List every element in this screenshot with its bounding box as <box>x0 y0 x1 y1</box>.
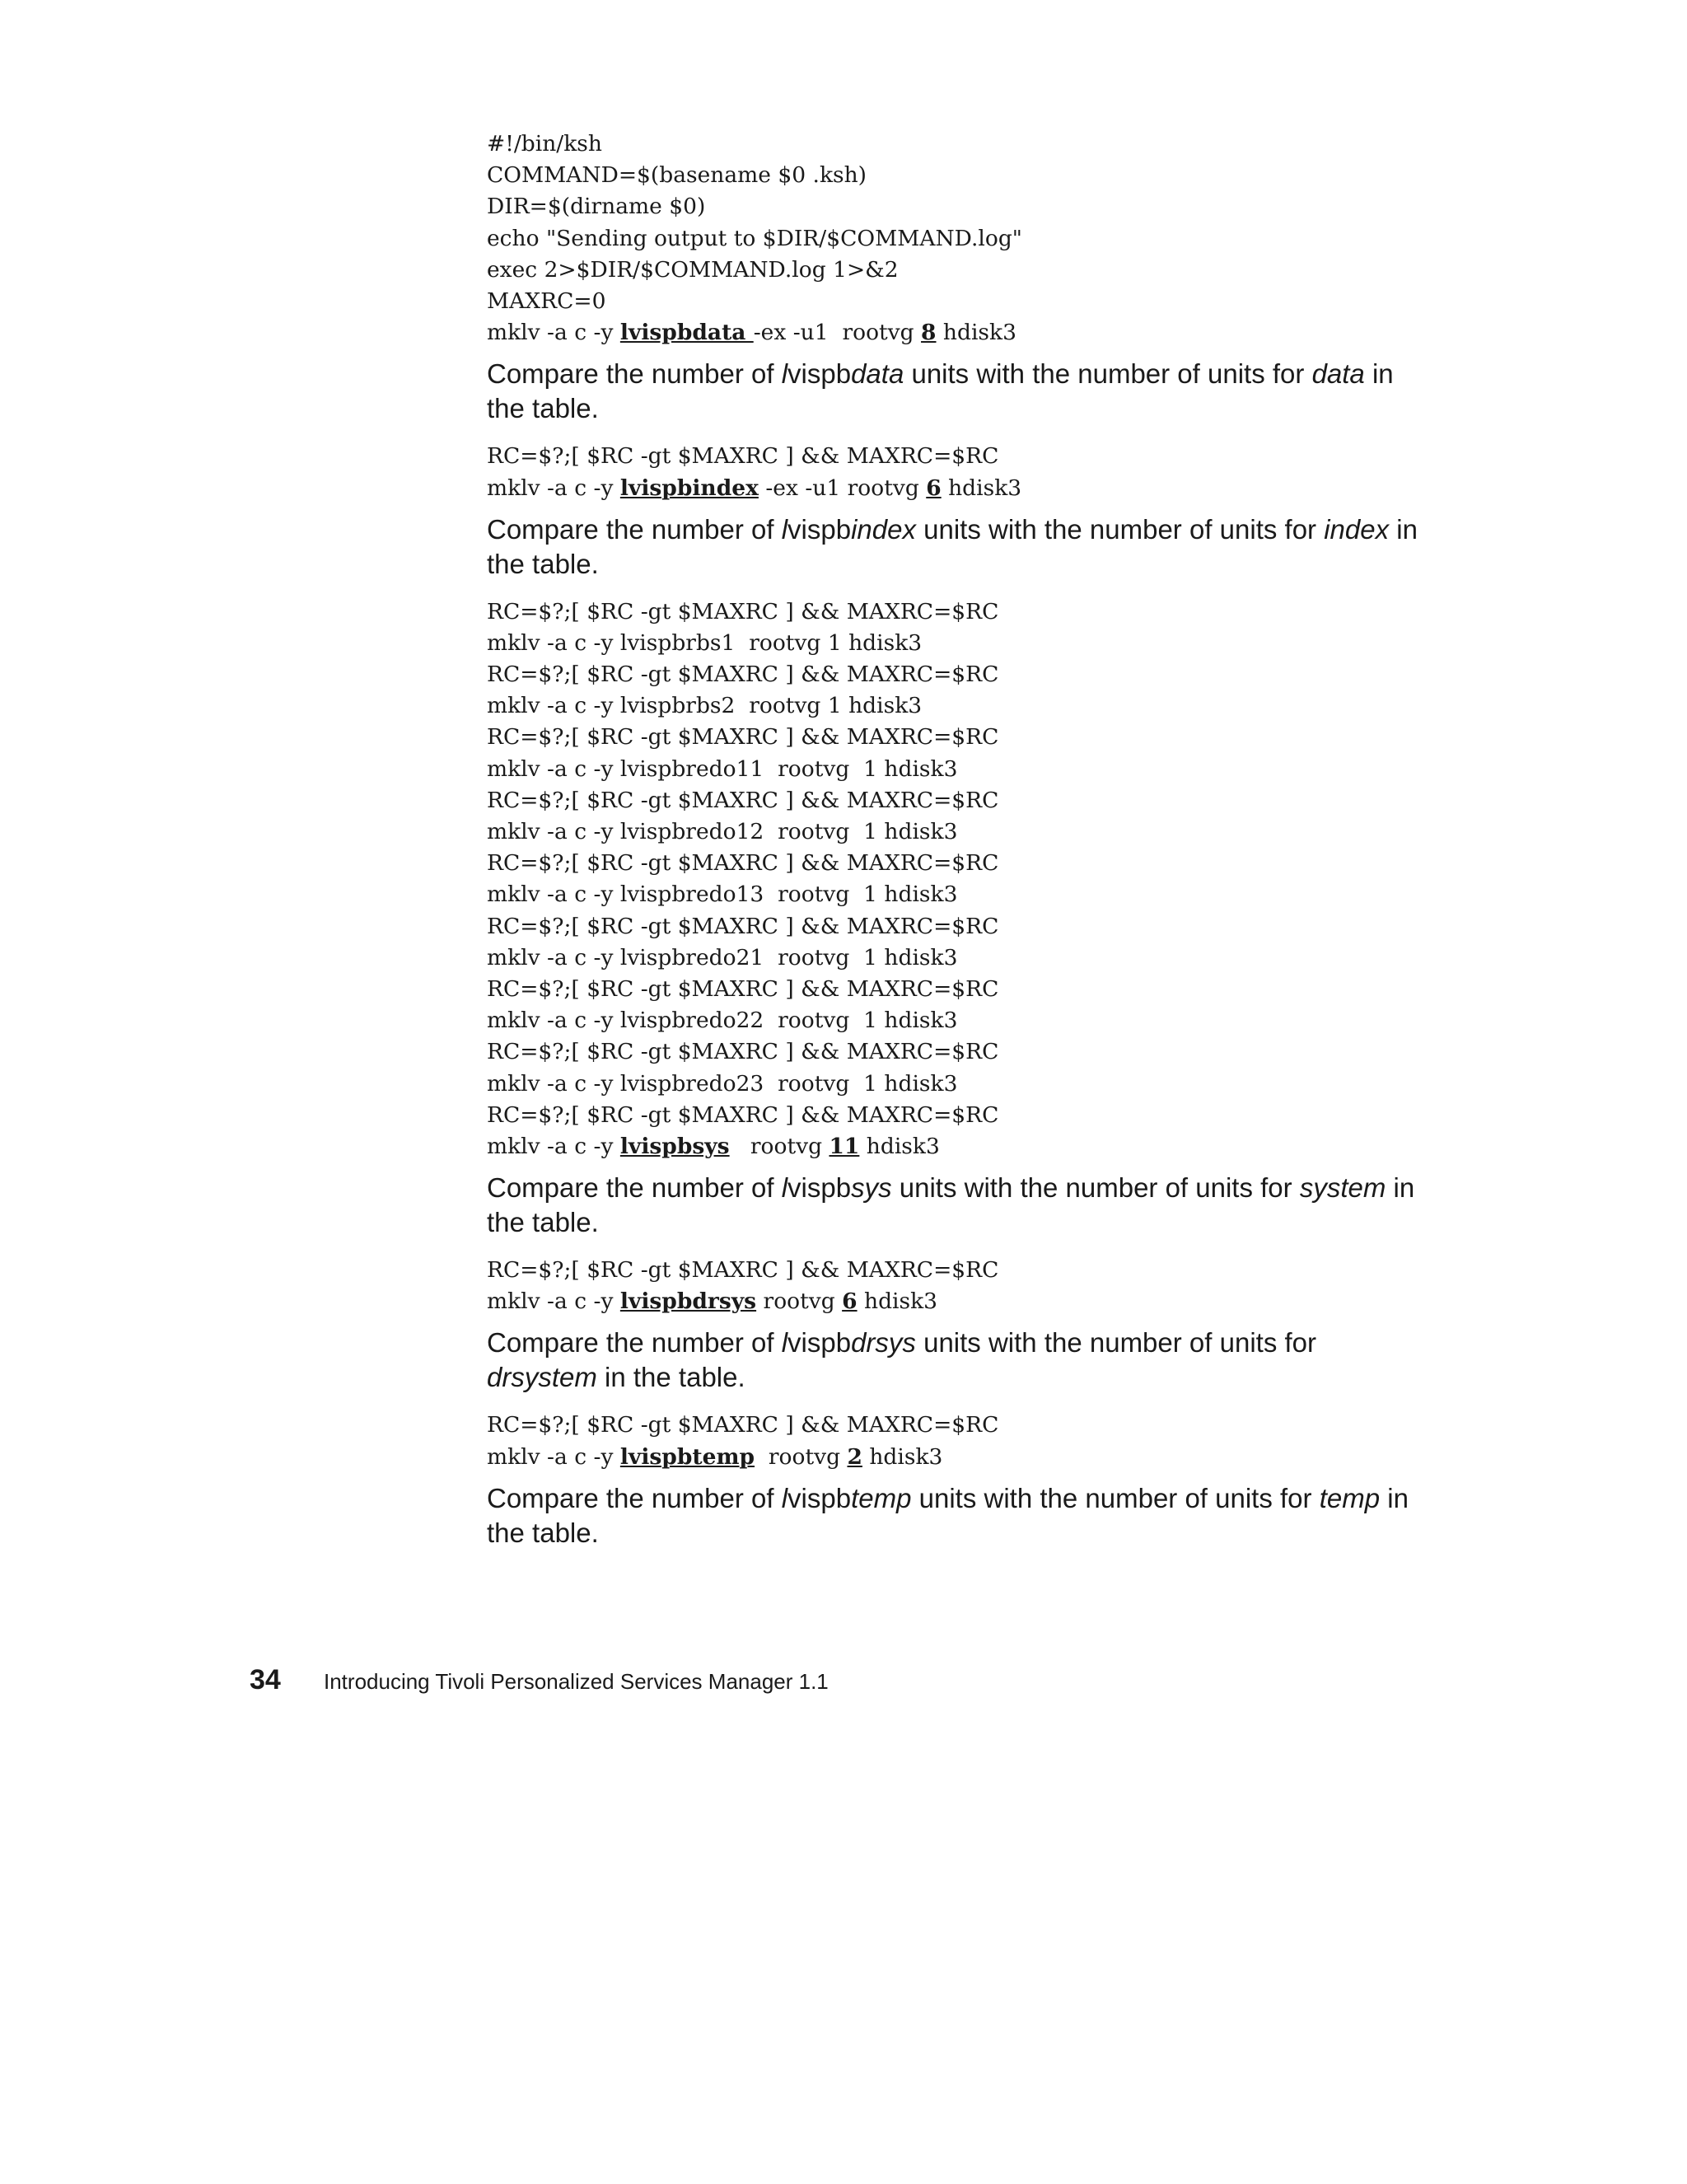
code-text: mklv -a c -y lvispbredo11 rootvg 1 hdisk3 <box>487 755 958 782</box>
code-line <box>487 1410 1418 1441</box>
emphasis-text: l <box>781 1327 788 1359</box>
code-text: RC=$?;[ $RC -gt $MAXRC ] && MAXRC=$RC <box>487 1039 999 1065</box>
paragraph-text: Compare the number of <box>487 1172 782 1204</box>
code-line <box>487 1100 1418 1131</box>
code-text: COMMAND=$(basename $0 .ksh) <box>487 162 867 189</box>
code-text: mklv -a c -y lvispbredo22 rootvg 1 hdisk3 <box>487 1008 958 1034</box>
code-line <box>487 223 1418 255</box>
code-line <box>487 879 1418 910</box>
emphasis-text: drsystem <box>487 1362 597 1393</box>
code-text: RC=$?;[ $RC -gt $MAXRC ] && MAXRC=$RC <box>487 443 999 470</box>
emphasis-text: temp <box>851 1482 912 1513</box>
code-line <box>487 1255 1418 1286</box>
code-text: hdisk3 <box>941 475 1022 501</box>
code-line <box>487 911 1418 942</box>
code-highlight: lvispbindex <box>619 475 759 501</box>
code-line <box>487 942 1418 974</box>
paragraph-text: in the table. <box>487 1482 1409 1548</box>
emphasis-text: data <box>851 358 904 390</box>
code-text: RC=$?;[ $RC -gt $MAXRC ] && MAXRC=$RC <box>487 662 999 688</box>
code-text: mklv -a c -y lvispbrbs2 rootvg 1 hdisk3 <box>487 693 923 719</box>
code-text: RC=$?;[ $RC -gt $MAXRC ] && MAXRC=$RC <box>487 1257 999 1284</box>
code-line <box>487 441 1418 472</box>
code-text: mklv -a c -y lvispbredo21 rootvg 1 hdisk3 <box>487 944 958 970</box>
code-line <box>487 1286 1418 1317</box>
code-line <box>487 1442 1418 1473</box>
code-highlight: 8 <box>921 320 937 346</box>
code-line <box>487 1069 1418 1100</box>
instruction-paragraph <box>487 1171 1418 1240</box>
paragraph-text: vispb <box>787 1482 852 1513</box>
code-block <box>487 441 1418 503</box>
paragraph-text: in the table. <box>487 513 1418 579</box>
code-line <box>487 754 1418 785</box>
code-text: rootvg <box>729 1133 829 1159</box>
emphasis-text: index <box>851 513 916 545</box>
paragraph-text: units with the number of units for <box>891 1172 1300 1204</box>
paragraph-text: in the table. <box>487 1172 1415 1238</box>
code-text: rootvg <box>755 1443 848 1470</box>
code-text: exec 2>$DIR/$COMMAND.log 1>&2 <box>487 256 899 283</box>
code-line <box>487 690 1418 722</box>
code-text: -ex -u1 rootvg <box>753 320 922 346</box>
code-highlight: lvispbdrsys <box>619 1288 757 1315</box>
code-line <box>487 317 1418 348</box>
paragraph-text: vispb <box>787 358 852 390</box>
paragraph-text: units with the number of units for <box>911 1482 1320 1513</box>
code-line <box>487 160 1418 191</box>
paragraph-text: units with the number of units for <box>915 513 1325 545</box>
code-text: mklv -a c -y <box>487 320 620 346</box>
paragraph-text: vispb <box>787 1172 852 1204</box>
code-text: mklv -a c -y lvispbredo12 rootvg 1 hdisk3 <box>487 819 958 844</box>
code-highlight: 6 <box>842 1288 858 1315</box>
code-text: mklv -a c -y lvispbrbs1 rootvg 1 hdisk3 <box>487 629 923 656</box>
code-line <box>487 129 1418 160</box>
code-text: RC=$?;[ $RC -gt $MAXRC ] && MAXRC=$RC <box>487 850 999 877</box>
paragraph-text: Compare the number of <box>487 1327 782 1359</box>
emphasis-text: l <box>781 513 788 545</box>
code-text: mklv -a c -y lvispbredo23 rootvg 1 hdisk3 <box>487 1070 958 1097</box>
page-number: 34 <box>250 1664 281 1695</box>
code-text: echo "Sending output to $DIR/$COMMAND.log" <box>487 225 1022 251</box>
code-line <box>487 286 1418 317</box>
code-line <box>487 1005 1418 1036</box>
instruction-paragraph <box>487 1481 1418 1550</box>
code-text: rootvg <box>756 1288 843 1315</box>
code-line <box>487 473 1418 504</box>
code-highlight: lvispbsys <box>619 1133 730 1159</box>
code-text: hdisk3 <box>857 1288 938 1315</box>
code-line <box>487 596 1418 628</box>
code-line <box>487 191 1418 222</box>
emphasis-text: system <box>1299 1172 1386 1204</box>
code-text: hdisk3 <box>859 1133 940 1159</box>
code-highlight: 2 <box>847 1443 862 1470</box>
paragraph-text: vispb <box>787 1327 852 1359</box>
code-text: RC=$?;[ $RC -gt $MAXRC ] && MAXRC=$RC <box>487 913 999 939</box>
code-text: DIR=$(dirname $0) <box>487 194 706 220</box>
code-line <box>487 974 1418 1005</box>
code-line <box>487 1131 1418 1162</box>
paragraph-text: vispb <box>787 513 852 545</box>
emphasis-text: sys <box>851 1172 892 1204</box>
code-highlight: 11 <box>829 1133 860 1159</box>
code-block <box>487 129 1418 348</box>
code-text: RC=$?;[ $RC -gt $MAXRC ] && MAXRC=$RC <box>487 1412 999 1438</box>
emphasis-text: data <box>1311 358 1365 390</box>
code-text: RC=$?;[ $RC -gt $MAXRC ] && MAXRC=$RC <box>487 787 999 813</box>
code-text: mklv -a c -y lvispbredo13 rootvg 1 hdisk3 <box>487 882 958 908</box>
code-text: #!/bin/ksh <box>487 131 602 157</box>
instruction-paragraph <box>487 1326 1418 1395</box>
emphasis-text: l <box>781 1172 788 1204</box>
paragraph-text: units with the number of units for <box>915 1327 1316 1359</box>
code-text: mklv -a c -y <box>487 1288 620 1315</box>
code-line <box>487 785 1418 816</box>
emphasis-text: l <box>781 1482 788 1513</box>
emphasis-text: l <box>781 358 788 390</box>
page-footer <box>250 1664 829 1696</box>
page-content <box>487 129 1418 1565</box>
code-text: MAXRC=0 <box>487 288 606 314</box>
code-text: RC=$?;[ $RC -gt $MAXRC ] && MAXRC=$RC <box>487 975 999 1002</box>
code-highlight: lvispbdata <box>619 320 754 346</box>
code-line <box>487 255 1418 286</box>
code-text: RC=$?;[ $RC -gt $MAXRC ] && MAXRC=$RC <box>487 1101 999 1128</box>
code-text: mklv -a c -y <box>487 475 620 501</box>
code-text: mklv -a c -y <box>487 1133 620 1159</box>
paragraph-text: Compare the number of <box>487 513 782 545</box>
emphasis-text: index <box>1324 513 1390 545</box>
code-line <box>487 628 1418 659</box>
paragraph-text: in the table. <box>487 358 1394 424</box>
code-block <box>487 596 1418 1162</box>
code-line <box>487 659 1418 690</box>
code-text: hdisk3 <box>936 320 1016 346</box>
code-line <box>487 1036 1418 1068</box>
code-text: RC=$?;[ $RC -gt $MAXRC ] && MAXRC=$RC <box>487 724 999 751</box>
instruction-paragraph <box>487 512 1418 582</box>
book-title: Introducing Tivoli Personalized Services Manager 1.1 <box>324 1669 829 1694</box>
emphasis-text: drsys <box>851 1327 916 1359</box>
code-block <box>487 1410 1418 1472</box>
code-text: RC=$?;[ $RC -gt $MAXRC ] && MAXRC=$RC <box>487 598 999 624</box>
paragraph-text: Compare the number of <box>487 358 782 390</box>
code-line <box>487 722 1418 753</box>
paragraph-text: in the table. <box>596 1362 745 1393</box>
emphasis-text: temp <box>1319 1482 1381 1513</box>
instruction-paragraph <box>487 357 1418 426</box>
code-line <box>487 848 1418 879</box>
paragraph-text: Compare the number of <box>487 1482 782 1513</box>
code-text: -ex -u1 rootvg <box>758 475 927 501</box>
code-text: mklv -a c -y <box>487 1443 620 1470</box>
code-highlight: 6 <box>926 475 942 501</box>
paragraph-text: units with the number of units for <box>904 358 1312 390</box>
code-highlight: lvispbtemp <box>619 1443 755 1470</box>
code-text: hdisk3 <box>862 1443 943 1470</box>
code-line <box>487 816 1418 848</box>
code-block <box>487 1255 1418 1317</box>
